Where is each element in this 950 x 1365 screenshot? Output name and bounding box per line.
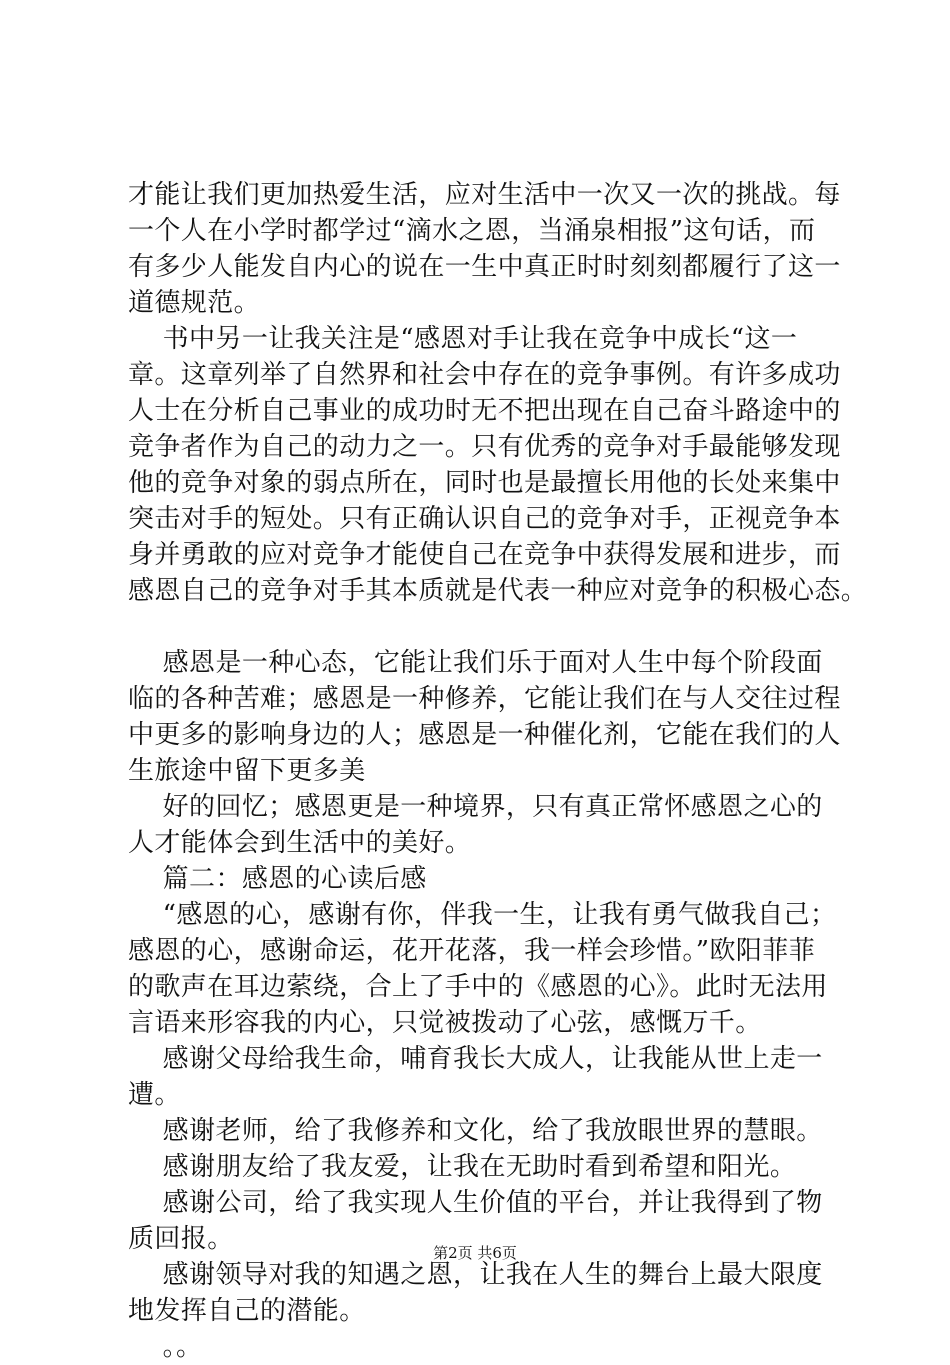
text-line: 生旅途中留下更多美	[128, 756, 366, 786]
text-line: 突击对手的短处。只有正确认识自己的竞争对手，正视竞争本	[128, 504, 841, 534]
text-line: 地发挥自己的潜能。	[128, 1296, 366, 1326]
text-line: 中更多的影响身边的人；感恩是一种催化剂，它能在我们的人	[128, 720, 841, 750]
text-line: 有多少人能发自内心的说在一生中真正时时刻刻都履行了这一	[128, 252, 841, 282]
text-line: 感谢领导对我的知遇之恩，让我在人生的舞台上最大限度	[128, 1260, 823, 1290]
text-line: 好的回忆；感恩更是一种境界，只有真正常怀感恩之心的	[128, 792, 823, 822]
page-footer	[0, 1242, 950, 1263]
text-line: 感谢朋友给了我友爱，让我在无助时看到希望和阳光。	[128, 1152, 797, 1182]
text-line: 的歌声在耳边萦绕，合上了手中的《感恩的心》。此时无法用	[128, 972, 828, 1002]
text-line: 言语来形容我的内心，只觉被拨动了心弦，感慨万千。	[128, 1008, 762, 1038]
text-line: 感谢老师，给了我修养和文化，给了我放眼世界的慧眼。	[128, 1116, 823, 1146]
text-line: 身并勇敢的应对竞争才能使自己在竞争中获得发展和进步，而	[128, 540, 841, 570]
blank-line	[128, 609, 848, 645]
text-line: 人士在分析自己事业的成功时无不把出现在自己奋斗路途中的	[128, 396, 841, 426]
text-line: 质回报。	[128, 1224, 234, 1254]
text-line: 竞争者作为自己的动力之一。只有优秀的竞争对手最能够发现	[128, 432, 841, 462]
section-heading: 篇二：感恩的心读后感	[128, 864, 427, 894]
text-line: 。。	[128, 1332, 203, 1362]
text-line: 感恩的心，感谢命运，花开花落，我一样会珍惜。”欧阳菲菲	[128, 936, 816, 966]
text-line: 感恩是一种心态，它能让我们乐于面对人生中每个阶段面	[128, 648, 823, 678]
text-line: 临的各种苦难；感恩是一种修养，它能让我们在与人交往过程	[128, 684, 841, 714]
text-line: 道德规范。	[128, 288, 261, 318]
text-line: 一个人在小学时都学过“滴水之恩，当涌泉相报”这句话，而	[128, 216, 816, 246]
text-line: 章。这章列举了自然界和社会中存在的竞争事例。有许多成功	[128, 360, 841, 390]
text-line: 感谢公司，给了我实现人生价值的平台，并让我得到了物	[128, 1188, 823, 1218]
text-line: 感恩自己的竞争对手其本质就是代表一种应对竞争的积极心态。	[128, 576, 868, 606]
text-line: 才能让我们更加热爱生活，应对生活中一次又一次的挑战。每	[128, 180, 841, 210]
text-line: “感恩的心，感谢有你，伴我一生，让我有勇气做我自己；	[128, 900, 837, 930]
page-number: 第2页 共6页	[433, 1244, 517, 1262]
text-line: 遭。	[128, 1080, 181, 1110]
text-line: 感谢父母给我生命，哺育我长大成人，让我能从世上走一	[128, 1044, 823, 1074]
text-line: 人才能体会到生活中的美好。	[128, 828, 472, 858]
text-line: 他的竞争对象的弱点所在，同时也是最擅长用他的长处来集中	[128, 468, 841, 498]
document-body	[128, 177, 868, 1365]
text-line: 书中另一让我关注是“感恩对手让我在竞争中成长“这一	[128, 324, 798, 354]
